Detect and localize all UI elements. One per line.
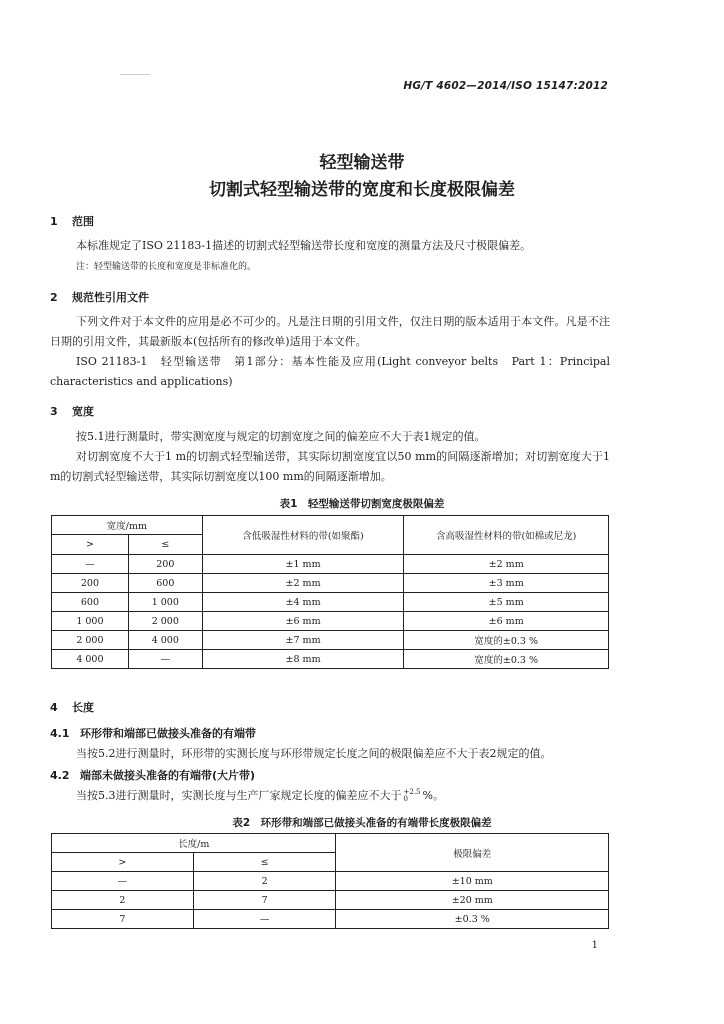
- section-4-1-heading: [50, 725, 256, 741]
- table-cell: 2 000: [52, 631, 129, 650]
- section-title: 规范性引用文件: [72, 291, 149, 304]
- table-cell: ±2 mm: [404, 555, 609, 574]
- table-1-head-high: 含高吸湿性材料的带(如棉或尼龙): [404, 516, 609, 555]
- table-2-head-deviation: 极限偏差: [336, 834, 609, 872]
- section-number: 2: [50, 291, 58, 304]
- table-cell: 1 000: [128, 593, 202, 612]
- section-1-heading: [50, 213, 94, 229]
- table-row: [52, 891, 609, 910]
- section-2-heading: [50, 289, 149, 305]
- section-1-paragraph: 本标准规定了ISO 21183-1描述的切割式轻型输送带长度和宽度的测量方法及尺寸极限偏差。: [76, 239, 532, 252]
- table-1-head-low: 含低吸湿性材料的带(如聚酯): [202, 516, 404, 555]
- tolerance-stack: [404, 789, 421, 803]
- table-cell: ±0.3 %: [336, 910, 609, 929]
- table-row: [52, 872, 609, 891]
- table-cell: ±5 mm: [404, 593, 609, 612]
- section-1-note: 注：轻型输送带的长度和宽度是非标准化的。: [76, 262, 257, 272]
- table-row: [52, 910, 609, 929]
- section-title: 端部未做接头准备的有端带(大片带): [80, 769, 256, 782]
- table-2: [51, 833, 609, 929]
- table-row: [52, 593, 609, 612]
- table-cell: ±20 mm: [336, 891, 609, 910]
- table-cell: ±3 mm: [404, 574, 609, 593]
- table-cell: 7: [52, 910, 194, 929]
- section-4-2-heading: [50, 767, 255, 783]
- table-cell: 200: [52, 574, 129, 593]
- table-row: [52, 650, 609, 669]
- scan-mark: [120, 74, 150, 75]
- table-cell: 200: [128, 555, 202, 574]
- table-cell: ±2 mm: [202, 574, 404, 593]
- table-cell: 600: [128, 574, 202, 593]
- table-1-caption: 表1 轻型输送带切割宽度极限偏差: [279, 498, 445, 510]
- section-number: 4.1: [50, 727, 70, 740]
- section-4-2-paragraph: [50, 786, 610, 806]
- title-line-2: 切割式轻型输送带的宽度和长度极限偏差: [209, 180, 515, 200]
- table-1: [51, 515, 609, 669]
- section-number: 4: [50, 701, 58, 714]
- section-3-paragraph-1: 按5.1进行测量时，带实测宽度与规定的切割宽度之间的偏差应不大于表1规定的值。: [76, 430, 486, 443]
- table-cell: ±8 mm: [202, 650, 404, 669]
- table-cell: 2: [52, 891, 194, 910]
- table-row: [52, 631, 609, 650]
- table-cell: —: [128, 650, 202, 669]
- table-cell: —: [52, 555, 129, 574]
- table-2-caption: 表2 环形带和端部已做接头准备的有端带长度极限偏差: [232, 817, 492, 829]
- tolerance-upper: +2.5: [403, 788, 421, 796]
- table-cell: 1 000: [52, 612, 129, 631]
- table-cell: 宽度的±0.3 %: [404, 650, 609, 669]
- table-cell: 2: [193, 872, 336, 891]
- section-3-paragraph-2: 对切割宽度不大于1 m的切割式轻型输送带，其实际切割宽度宜以50 mm的间隔逐渐增加；对切割宽度大于1 m的切割式轻型输送带，其实际切割宽度以100 mm的间隔逐渐增加。: [50, 450, 610, 483]
- table-2-head-length: 长度/m: [52, 834, 336, 853]
- table-cell: ±1 mm: [202, 555, 404, 574]
- tolerance-lower: 0: [403, 795, 408, 803]
- page-number: 1: [591, 940, 598, 951]
- table-2-head-gt: >: [52, 853, 194, 872]
- table-row: [52, 555, 609, 574]
- title-line-1: 轻型输送带: [319, 153, 405, 173]
- table-cell: ±10 mm: [336, 872, 609, 891]
- section-4-1-paragraph: 当按5.2进行测量时，环形带的实测长度与环形带规定长度之间的极限偏差应不大于表2规定的值。: [76, 747, 552, 760]
- section-number: 1: [50, 215, 58, 228]
- table-cell: —: [52, 872, 194, 891]
- table-cell: ±4 mm: [202, 593, 404, 612]
- tolerance-unit: %。: [422, 789, 444, 802]
- table-cell: ±6 mm: [202, 612, 404, 631]
- table-cell: 7: [193, 891, 336, 910]
- section-3-heading: [50, 403, 94, 419]
- table-cell: 4 000: [128, 631, 202, 650]
- table-cell: —: [193, 910, 336, 929]
- table-cell: 2 000: [128, 612, 202, 631]
- section-title: 范围: [72, 215, 94, 228]
- table-1-head-gt: >: [52, 535, 129, 555]
- table-cell: ±7 mm: [202, 631, 404, 650]
- table-1-head-le: ≤: [128, 535, 202, 555]
- section-title: 环形带和端部已做接头准备的有端带: [80, 727, 256, 740]
- section-2-paragraph-2: ISO 21183-1 轻型输送带 第1部分：基本性能及应用(Light conveyor belts Part 1：Principal characteristics and applications): [50, 355, 610, 388]
- section-title: 宽度: [72, 405, 94, 418]
- standard-code: HG/T 4602—2014/ISO 15147:2012: [403, 80, 608, 92]
- section-number: 4.2: [50, 769, 70, 782]
- table-cell: 宽度的±0.3 %: [404, 631, 609, 650]
- section-4-heading: [50, 699, 94, 715]
- section-4-2-text: 当按5.3进行测量时，实测长度与生产厂家规定长度的偏差应不大于: [76, 789, 402, 802]
- table-row: [52, 612, 609, 631]
- table-1-head-width: 宽度/mm: [52, 516, 203, 535]
- section-2-paragraph-1: 下列文件对于本文件的应用是必不可少的。凡是注日期的引用文件，仅注日期的版本适用于本文件。凡是不注日期的引用文件，其最新版本(包括所有的修改单)适用于本文件。: [50, 315, 610, 348]
- section-number: 3: [50, 405, 58, 418]
- table-cell: ±6 mm: [404, 612, 609, 631]
- table-2-head-le: ≤: [193, 853, 336, 872]
- table-row: [52, 574, 609, 593]
- table-cell: 4 000: [52, 650, 129, 669]
- section-title: 长度: [72, 701, 94, 714]
- table-cell: 600: [52, 593, 129, 612]
